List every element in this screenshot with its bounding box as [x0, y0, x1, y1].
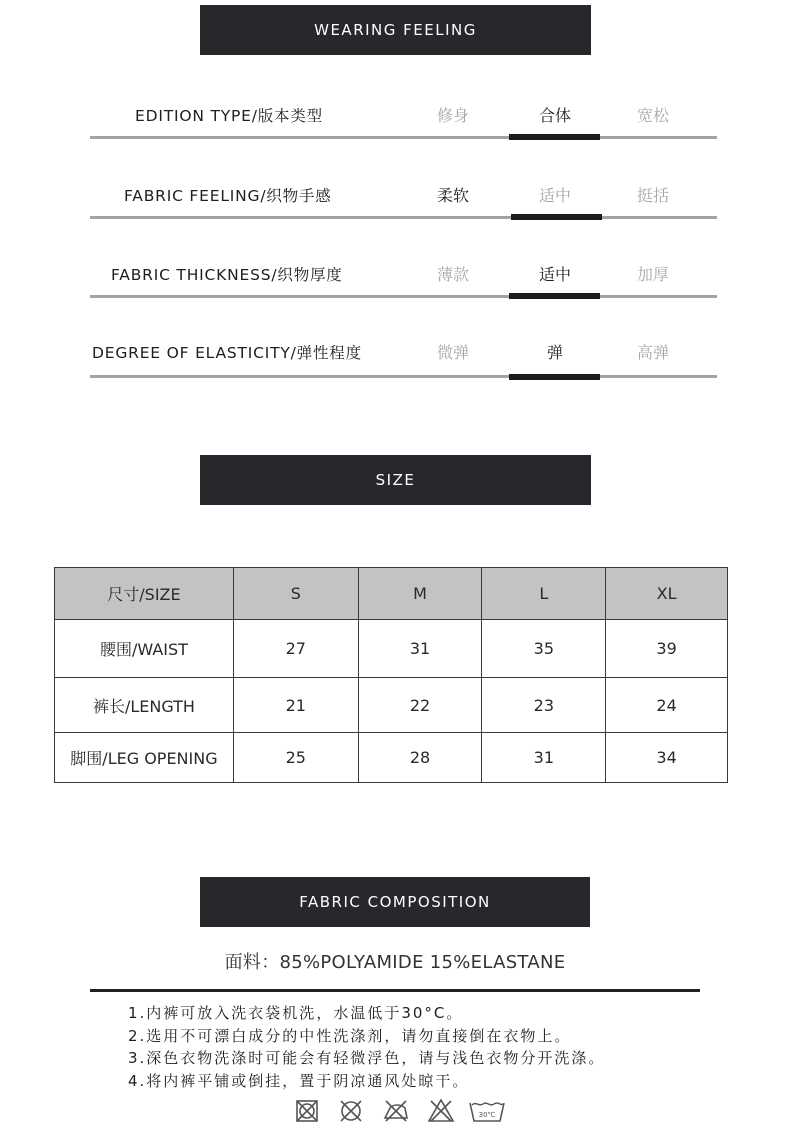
care-instruction: 4.将内裤平铺或倒挂，置于阴凉通风处晾干。 [128, 1072, 470, 1090]
elasticity-row [90, 338, 717, 382]
no-iron-icon [381, 1096, 411, 1126]
wash-30c-icon [468, 1096, 506, 1126]
care-instruction: 2.选用不可漂白成分的中性洗涤剂，请勿直接倒在衣物上。 [128, 1027, 572, 1045]
table-cell: 22 [358, 678, 482, 733]
table-row [55, 678, 728, 733]
fabric-thickness-row [90, 260, 717, 304]
elasticity-scale-line [90, 375, 717, 378]
fabric-composition-title: FABRIC COMPOSITION [299, 893, 491, 911]
size-header-m: M [358, 568, 482, 620]
size-title: SIZE [375, 471, 416, 489]
row-label-leg-opening: 脚围/LEG OPENING [55, 733, 234, 783]
elasticity-option-high: 高弹 [636, 343, 669, 362]
table-cell: 28 [358, 733, 482, 783]
table-row [55, 733, 728, 783]
wearing-feeling-banner [200, 5, 591, 55]
care-instruction: 1.内裤可放入洗衣袋机洗，水温低于30°C。 [128, 1004, 464, 1022]
edition-type-option-slim: 修身 [436, 106, 469, 125]
no-tumble-dry-icon [292, 1096, 322, 1126]
elasticity-option-slight: 微弹 [436, 343, 469, 362]
edition-type-scale-line [90, 136, 717, 139]
elasticity-marker [509, 374, 600, 380]
wash-temp-label: 30℃ [478, 1111, 496, 1119]
care-instruction: 3.深色衣物洗涤时可能会有轻微浮色，请与浅色衣物分开洗涤。 [128, 1049, 606, 1067]
fabric-thickness-option-thin: 薄款 [436, 265, 469, 284]
table-cell: 39 [606, 620, 728, 678]
size-header-xl: XL [606, 568, 728, 620]
fabric-feeling-marker [511, 214, 602, 220]
table-cell: 35 [482, 620, 606, 678]
wearing-feeling-title: WEARING FEELING [314, 21, 477, 39]
size-header-s: S [233, 568, 358, 620]
fabric-thickness-option-medium: 适中 [538, 265, 571, 284]
table-cell: 25 [233, 733, 358, 783]
divider [90, 989, 700, 992]
elasticity-label: DEGREE OF ELASTICITY/弹性程度 [92, 344, 362, 362]
row-label-length: 裤长/LENGTH [55, 678, 234, 733]
care-icons [0, 1096, 790, 1132]
size-header-label: 尺寸/SIZE [55, 568, 234, 620]
row-label-waist: 腰围/WAIST [55, 620, 234, 678]
fabric-thickness-scale-line [90, 295, 717, 298]
size-header-l: L [482, 568, 606, 620]
edition-type-marker [509, 134, 600, 140]
edition-type-label: EDITION TYPE/版本类型 [135, 107, 323, 125]
fabric-feeling-option-soft: 柔软 [436, 186, 469, 205]
table-cell: 34 [606, 733, 728, 783]
fabric-feeling-option-medium: 适中 [538, 186, 571, 205]
elasticity-option-stretch: 弹 [546, 343, 563, 362]
size-table-header-row [55, 568, 728, 620]
edition-type-option-regular: 合体 [538, 106, 571, 125]
size-table [54, 567, 728, 783]
fabric-thickness-marker [509, 293, 600, 299]
table-cell: 27 [233, 620, 358, 678]
fabric-thickness-option-thick: 加厚 [636, 265, 669, 284]
fabric-feeling-label: FABRIC FEELING/织物手感 [124, 187, 332, 205]
fabric-feeling-row [90, 181, 717, 225]
no-bleach-icon [426, 1096, 456, 1126]
edition-type-row [90, 101, 717, 145]
composition-text: 面料：85%POLYAMIDE 15%ELASTANE [224, 952, 566, 973]
table-row [55, 620, 728, 678]
table-cell: 31 [482, 733, 606, 783]
table-cell: 23 [482, 678, 606, 733]
table-cell: 21 [233, 678, 358, 733]
table-cell: 31 [358, 620, 482, 678]
no-dry-clean-icon [336, 1096, 366, 1126]
fabric-feeling-scale-line [90, 216, 717, 219]
table-cell: 24 [606, 678, 728, 733]
fabric-composition-banner [200, 877, 590, 927]
fabric-thickness-label: FABRIC THICKNESS/织物厚度 [111, 266, 343, 284]
fabric-feeling-option-stiff: 挺括 [636, 186, 669, 205]
edition-type-option-loose: 宽松 [636, 106, 669, 125]
size-banner [200, 455, 591, 505]
